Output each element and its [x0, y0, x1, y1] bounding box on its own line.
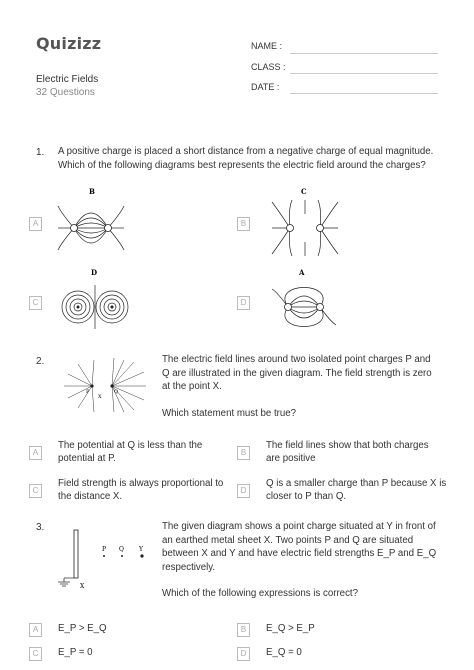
question-count: 32 Questions — [36, 87, 95, 98]
diagram-label: A — [299, 268, 305, 277]
question-text: The electric field lines around two isolated point charges P and Q are illustrated in the given diagram. The field strength is zero at the point X. Which statement must be true? — [162, 354, 432, 419]
label-y: Y — [139, 546, 143, 553]
worksheet-title: Electric Fields — [36, 74, 99, 85]
question-text: A positive charge is placed a short distance from a negative charge of equal magnitude. Which of the following diagrams best represents the electric field around the charges? — [58, 146, 434, 171]
label-p: P — [102, 546, 107, 553]
diagram-label: B — [89, 187, 95, 196]
earthed-sheet-diagram — [56, 526, 154, 590]
option-box[interactable]: A — [29, 217, 42, 231]
question-number: 2. — [36, 356, 45, 367]
option-box[interactable]: D — [237, 647, 250, 661]
diagram-label: C — [301, 187, 307, 196]
label-p: P — [86, 389, 90, 395]
label-q: Q — [114, 389, 119, 395]
question-number: 3. — [36, 522, 45, 533]
field-loop-diagram — [266, 265, 341, 337]
option-box[interactable]: B — [237, 217, 250, 231]
label-q: Q — [119, 546, 124, 553]
option-text[interactable]: E_Q = 0 — [266, 647, 302, 658]
dipole-field-diagram — [56, 184, 131, 256]
label-x: X — [80, 583, 85, 590]
option-box[interactable]: C — [29, 647, 42, 661]
option-text[interactable]: E_P = 0 — [58, 647, 93, 658]
option-text[interactable]: E_Q > E_P — [266, 623, 315, 634]
diagram-label: D — [91, 268, 98, 277]
date-line[interactable] — [290, 93, 438, 94]
option-box[interactable]: C — [29, 296, 42, 310]
option-box[interactable]: D — [237, 296, 250, 310]
label-x: X — [98, 394, 102, 400]
option-box[interactable]: A — [29, 623, 42, 637]
option-text[interactable]: Field strength is always proportional to the distance X. — [58, 478, 224, 502]
field-lines-pq-diagram — [56, 356, 154, 412]
name-line[interactable] — [290, 53, 438, 54]
option-text[interactable]: The field lines show that both charges are positive — [266, 440, 429, 464]
option-box[interactable]: C — [29, 484, 42, 498]
option-box[interactable]: B — [237, 446, 250, 460]
equipotential-diagram — [58, 265, 133, 337]
option-text[interactable]: Q is a smaller charge than P because X is closer to P than Q. — [266, 478, 447, 502]
option-box[interactable]: D — [237, 484, 250, 498]
name-label: NAME : — [251, 41, 283, 51]
option-box[interactable]: A — [29, 446, 42, 460]
option-box[interactable]: B — [237, 623, 250, 637]
class-label: CLASS : — [251, 62, 286, 72]
date-label: DATE : — [251, 82, 280, 92]
quizizz-logo: Quizizz — [36, 34, 102, 53]
question-text: The given diagram shows a point charge situated at Y in front of an earthed metal sheet X. Two points P and Q are situated between X and Y and have electric field strengths E_P and E_Q respectively. Which of the following expressions is correct? — [162, 521, 437, 600]
option-text[interactable]: E_P > E_Q — [58, 623, 107, 634]
like-charges-field-diagram — [268, 184, 343, 256]
class-line[interactable] — [290, 73, 438, 74]
question-number: 1. — [36, 147, 45, 158]
option-text[interactable]: The potential at Q is less than the potential at P. — [58, 440, 203, 464]
